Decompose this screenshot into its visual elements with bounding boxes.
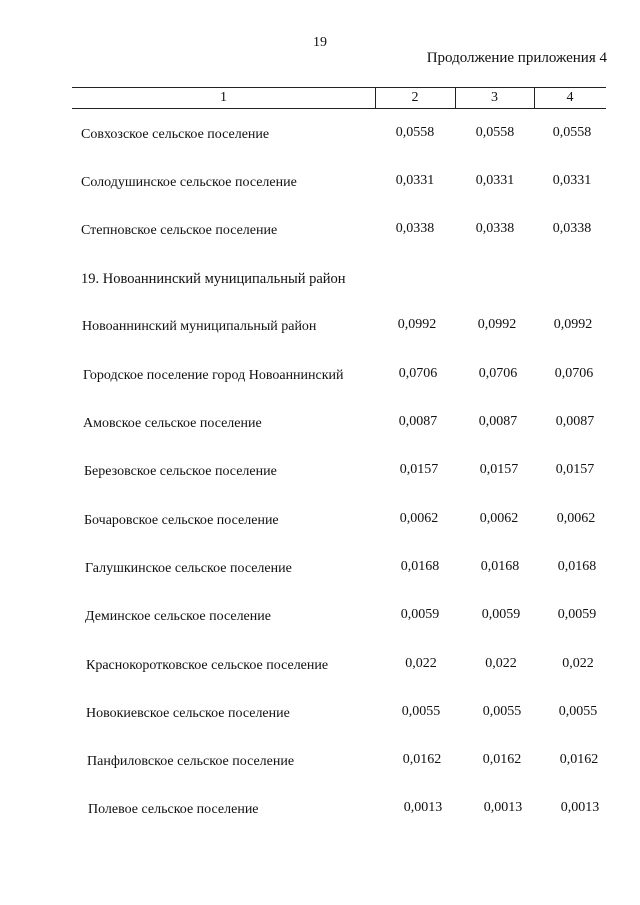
value-col-3: 0,0055 [482,704,522,719]
value-col-2: 0,022 [405,656,437,671]
row-name: Панфиловское сельское поселение [87,754,295,769]
value-col-2: 0,0706 [398,366,438,381]
table-header [72,87,606,109]
value-col-3: 0,0338 [475,221,515,236]
column-header-2: 2 [411,90,419,105]
header-top-rule [72,87,606,88]
value-col-3: 0,0706 [478,366,518,381]
value-col-3: 0,0168 [480,559,520,574]
column-header-4: 4 [566,90,574,105]
table-row [0,513,640,533]
row-name: Галушкинское сельское поселение [85,561,292,576]
row-name: Полевое сельское поселение [88,802,259,817]
table-row [0,223,640,243]
value-col-2: 0,0013 [403,800,443,815]
table-row [0,706,640,726]
table-row [0,658,640,678]
value-col-4: 0,0013 [560,800,600,815]
header-bottom-rule [72,108,606,109]
row-name: Новокиевское сельское поселение [86,706,290,721]
value-col-2: 0,0055 [401,704,441,719]
value-col-4: 0,0706 [554,366,594,381]
value-col-3: 0,0558 [475,125,515,140]
continuation-title: Продолжение приложения 4 [426,50,607,66]
value-col-4: 0,0992 [553,317,593,332]
value-col-4: 0,0168 [557,559,597,574]
column-header-1: 1 [220,90,227,105]
table-row [0,609,640,629]
value-col-2: 0,0059 [400,607,440,622]
value-col-2: 0,0558 [395,125,435,140]
value-col-2: 0,0338 [395,221,435,236]
table-row [0,802,640,822]
value-col-2: 0,0162 [402,752,442,767]
table-row [0,754,640,774]
value-col-3: 0,0331 [475,173,515,188]
row-name: Солодушинское сельское поселение [81,175,297,190]
table-row [0,561,640,581]
value-col-3: 0,0992 [477,317,517,332]
value-col-4: 0,0087 [555,414,595,429]
value-col-4: 0,0055 [558,704,598,719]
value-col-4: 0,0157 [555,462,595,477]
value-col-3: 0,0162 [482,752,522,767]
section-heading-row [0,271,640,291]
value-col-2: 0,0168 [400,559,440,574]
value-col-4: 0,0338 [552,221,592,236]
row-name: Городское поселение город Новоаннинский [83,368,344,383]
table-row [0,368,640,388]
value-col-3: 0,0013 [483,800,523,815]
row-name: Амовское сельское поселение [83,416,262,431]
value-col-4: 0,0062 [556,511,596,526]
value-col-2: 0,0331 [395,173,435,188]
row-name: Новоаннинский муниципальный район [82,319,317,334]
value-col-3: 0,0059 [481,607,521,622]
value-col-4: 0,0558 [552,125,592,140]
table-row [0,175,640,195]
section-heading: 19. Новоаннинский муниципальный район [81,271,346,287]
value-col-2: 0,0992 [397,317,437,332]
value-col-3: 0,0087 [478,414,518,429]
column-header-3: 3 [491,90,498,105]
table-row [0,416,640,436]
value-col-3: 0,0062 [479,511,519,526]
page-number: 19 [313,35,327,50]
row-name: Степновское сельское поселение [81,223,278,238]
row-name: Березовское сельское поселение [84,464,277,479]
value-col-4: 0,0059 [557,607,597,622]
row-name: Краснокоротковское сельское поселение [86,658,329,673]
table-row [0,319,640,339]
table-row [0,464,640,484]
value-col-3: 0,0157 [479,462,519,477]
value-col-3: 0,022 [485,656,517,671]
table-row [0,127,640,147]
row-name: Совхозское сельское поселение [81,127,270,142]
row-name: Бочаровское сельское поселение [84,513,279,528]
value-col-2: 0,0157 [399,462,439,477]
value-col-2: 0,0087 [398,414,438,429]
value-col-4: 0,0162 [559,752,599,767]
value-col-4: 0,0331 [552,173,592,188]
row-name: Деминское сельское поселение [85,609,271,624]
value-col-4: 0,022 [562,656,594,671]
value-col-2: 0,0062 [399,511,439,526]
